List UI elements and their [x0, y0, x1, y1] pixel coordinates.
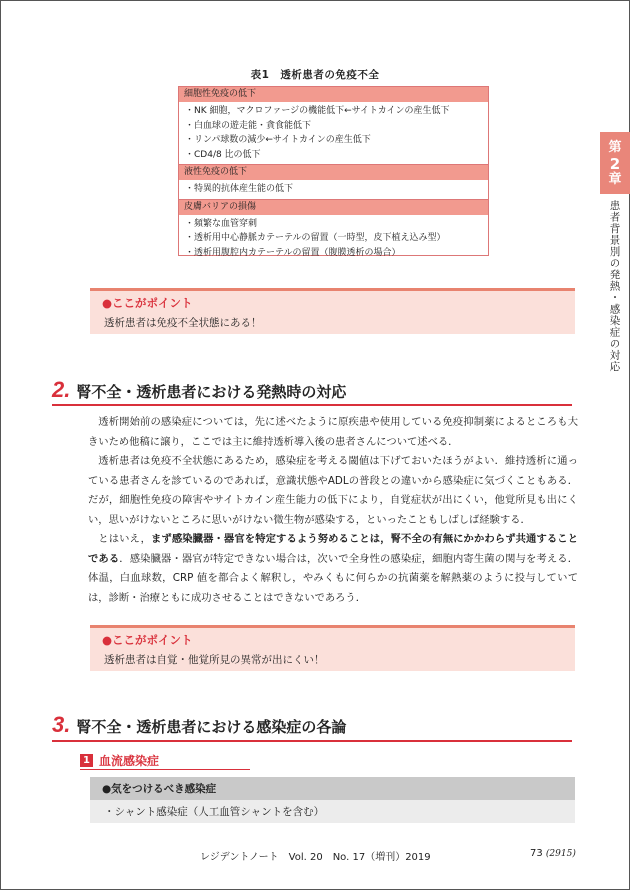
section-rule [52, 404, 572, 406]
point-box [90, 288, 575, 334]
section-heading [52, 377, 346, 403]
table-item: ・透析用中心静脈カテーテルの留置（一時型，皮下植え込み型） [185, 233, 446, 243]
point-text: 透析患者は免疫不全状態にある！ [104, 317, 262, 329]
chapter-side-tab [600, 132, 630, 373]
table-item: ・頻繁な血管穿刺 [185, 218, 258, 229]
section-title: 腎不全・透析患者における発熱時の対応 [76, 383, 347, 401]
body-text [88, 413, 578, 608]
table-section-header: 液性免疫の低下 [179, 164, 488, 180]
section-title: 腎不全・透析患者における感染症の各論 [76, 718, 347, 736]
section-rule [52, 740, 572, 742]
table-item: ・NK 細胞，マクロファージの機能低下←サイトカインの産生低下 [185, 106, 450, 116]
table-item: ・特異的抗体産生能の低下 [185, 184, 294, 194]
table-section-header: 細胞性免疫の低下 [179, 87, 488, 102]
page-number: 73 (2915) [530, 848, 576, 859]
section-heading [52, 712, 346, 738]
subsection-rule [80, 769, 250, 770]
table-item: ・CD4/8 比の低下 [185, 149, 261, 160]
paragraph: 透析患者は免疫不全状態にあるため，感染症を考える閾値は下げておいたほうがよい．維持透析に通っている患者さんを診ているのであれば，意識状態やADLの普段との違いから感染症に気づくこともある．だが，細胞性免疫の障害やサイトカイン産生能力の低下により，自覚症状が出にくい，他覚所見も出にくい，思いがけないところに思いがけない微生物が感染する，といったこともしばしば経験する． [88, 455, 578, 526]
table-section-header: 皮膚バリアの損傷 [179, 199, 488, 215]
point-box [90, 625, 575, 671]
table-item: ・透析用腹腔内カテーテルの留置（腹膜透析の場合） [185, 247, 401, 258]
point-title: ●ここがポイント [102, 633, 193, 647]
chapter-label: 第 2 章 [600, 132, 630, 194]
point-text: 透析患者は自覚・他覚所見の異常が出にくい！ [104, 654, 325, 666]
paragraph: とはいえ，まず感染臓器・器官を特定するよう努めることは，腎不全の有無にかかわらず共通することである．感染臓器・器官が特定できない場合は，次いで全身性の感染症，細胞内寄生菌の関与を考える．体温，白血球数，CRP 値を都合よく解釈し，やみくもに何らかの抗菌薬を解熱薬のように投与していては，診断・治療ともに成功させることはできないであろう． [88, 533, 579, 604]
subsection-title: 血流感染症 [99, 754, 160, 768]
emphasis-text: まず感染臓器・器官を特定するよう努めることは，腎不全の有無にかかわらず共通することである [88, 533, 579, 565]
table-item: ・白血球の遊走能・貪食能低下 [185, 120, 312, 131]
table-item: ・リンパ球数の減少←サイトカインの産生低下 [185, 135, 371, 145]
infection-box-title: ●気をつけるべき感染症 [90, 777, 575, 800]
section-number: 2. [52, 377, 71, 402]
infection-box [90, 777, 575, 823]
journal-info: レジデントノート Vol. 20 No. 17（増刊）2019 [200, 852, 431, 863]
table-title: 表1 透析患者の免疫不全 [250, 69, 380, 81]
section-number: 3. [52, 712, 71, 737]
immunodeficiency-table [178, 86, 489, 256]
chapter-title: 患者背景別の発熱・感染症の対応 [608, 200, 621, 373]
infection-box-item: ・シャント感染症（人工血管シャントを含む） [90, 800, 575, 823]
subsection-number: 1 [80, 754, 93, 767]
subsection-heading [80, 752, 159, 769]
point-title: ●ここがポイント [102, 296, 193, 310]
paragraph: 透析開始前の感染症については，先に述べたように原疾患や使用している免疫抑制薬によるところも大きいため他稿に譲り，ここでは主に維持透析導入後の患者さんについて述べる． [88, 416, 578, 448]
